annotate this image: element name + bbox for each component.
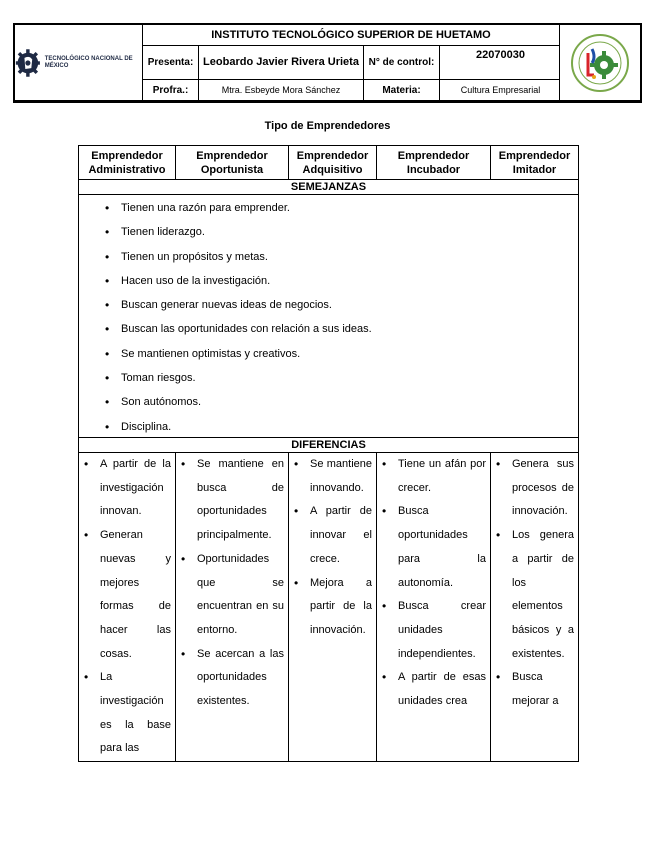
institute-name: INSTITUTO TECNOLÓGICO SUPERIOR DE HUETAMO (211, 28, 491, 41)
list-item: • Se mantiene innovando. (293, 453, 372, 500)
column-header-adquisitivo: Emprendedor Adquisitivo (289, 146, 377, 179)
diferencias-col-adquisitivo (289, 453, 377, 761)
column-header-incubador: Emprendedor Incubador (377, 146, 491, 179)
list-item: • La investigación es la base para las (83, 666, 171, 761)
list-item: • Disciplina. (79, 415, 578, 439)
list-item: • A partir de esas unidades crea (381, 666, 486, 713)
list-item: • Busca crear unidades independientes. (381, 595, 486, 666)
diferencias-heading: DIFERENCIAS (79, 438, 578, 453)
list-item: • Se mantiene en busca de oportunidades principalmente. (180, 453, 284, 548)
list-item: • Buscan generar nuevas ideas de negocios. (79, 293, 578, 317)
document-title: Tipo de Emprendedores (264, 120, 391, 132)
diferencias-col-imitador (491, 453, 578, 761)
diferencias-col-incubador (377, 453, 491, 761)
ith-seal-icon (570, 33, 630, 93)
diferencias-col-administrativo (79, 453, 176, 761)
presenta-value: Leobardo Javier Rivera Urieta (199, 46, 364, 79)
tecnm-logo-text: TECNOLÓGICO NACIONAL DE MÉXICO (44, 56, 133, 69)
list-item: • Busca mejorar a (495, 666, 574, 713)
tecnm-logo (15, 25, 142, 101)
gear-head-icon (15, 43, 41, 83)
list-item: • Se mantienen optimistas y creativos. (79, 342, 578, 366)
list-item: • Busca oportunidades para la autonomía. (381, 500, 486, 595)
list-item: • Tienen liderazgo. (79, 220, 578, 244)
list-item: • Generan nuevas y mejores formas de hacer las cosas. (83, 524, 171, 666)
list-item: • Tienen una razón para emprender. (79, 196, 578, 220)
diferencias-col-oportunista (176, 453, 289, 761)
document-header (13, 23, 642, 103)
list-item: • Se acercan a las oportunidades existentes. (180, 643, 284, 714)
list-item: • Oportunidades que se encuentran en su entorno. (180, 548, 284, 643)
profra-label: Profra.: (143, 80, 199, 101)
ith-seal-logo (560, 25, 640, 101)
list-item: • Tiene un afán por crecer. (381, 453, 486, 500)
materia-label: Materia: (364, 80, 440, 101)
semejanzas-heading: SEMEJANZAS (79, 180, 578, 195)
semejanzas-list (79, 196, 578, 439)
list-item: • Mejora a partir de la innovación. (293, 572, 372, 643)
column-header-oportunista: Emprendedor Oportunista (176, 146, 289, 179)
list-item: • Toman riesgos. (79, 366, 578, 390)
list-item: • Buscan las oportunidades con relación a sus ideas. (79, 317, 578, 341)
presenta-label: Presenta: (143, 46, 199, 79)
header-row-presenta (143, 46, 559, 80)
column-header-administrativo: Emprendedor Administrativo (79, 146, 176, 179)
list-item: • Tienen un propósitos y metas. (79, 245, 578, 269)
list-item: • Genera sus procesos de innovación. (495, 453, 574, 524)
profra-value: Mtra. Esbeyde Mora Sánchez (199, 80, 364, 101)
control-label: N° de control: (364, 46, 440, 79)
header-row-profra (143, 80, 559, 101)
diferencias-section (79, 453, 578, 761)
table-header-row (79, 146, 578, 180)
column-header-imitador: Emprendedor Imitador (498, 149, 571, 176)
header-info-grid (142, 25, 560, 101)
semejanzas-section (79, 195, 578, 438)
list-item: • A partir de innovar el crece. (293, 500, 372, 571)
list-item: • Son autónomos. (79, 390, 578, 414)
control-value: 22070030 (476, 49, 525, 61)
materia-value: Cultura Empresarial (460, 85, 541, 95)
entrepreneur-comparison-table (78, 145, 579, 762)
header-row-institute (143, 25, 559, 46)
list-item: • Hacen uso de la investigación. (79, 269, 578, 293)
list-item: • Los genera a partir de los elementos básicos y a existentes. (495, 524, 574, 666)
list-item: • A partir de la investigación innovan. (83, 453, 171, 524)
